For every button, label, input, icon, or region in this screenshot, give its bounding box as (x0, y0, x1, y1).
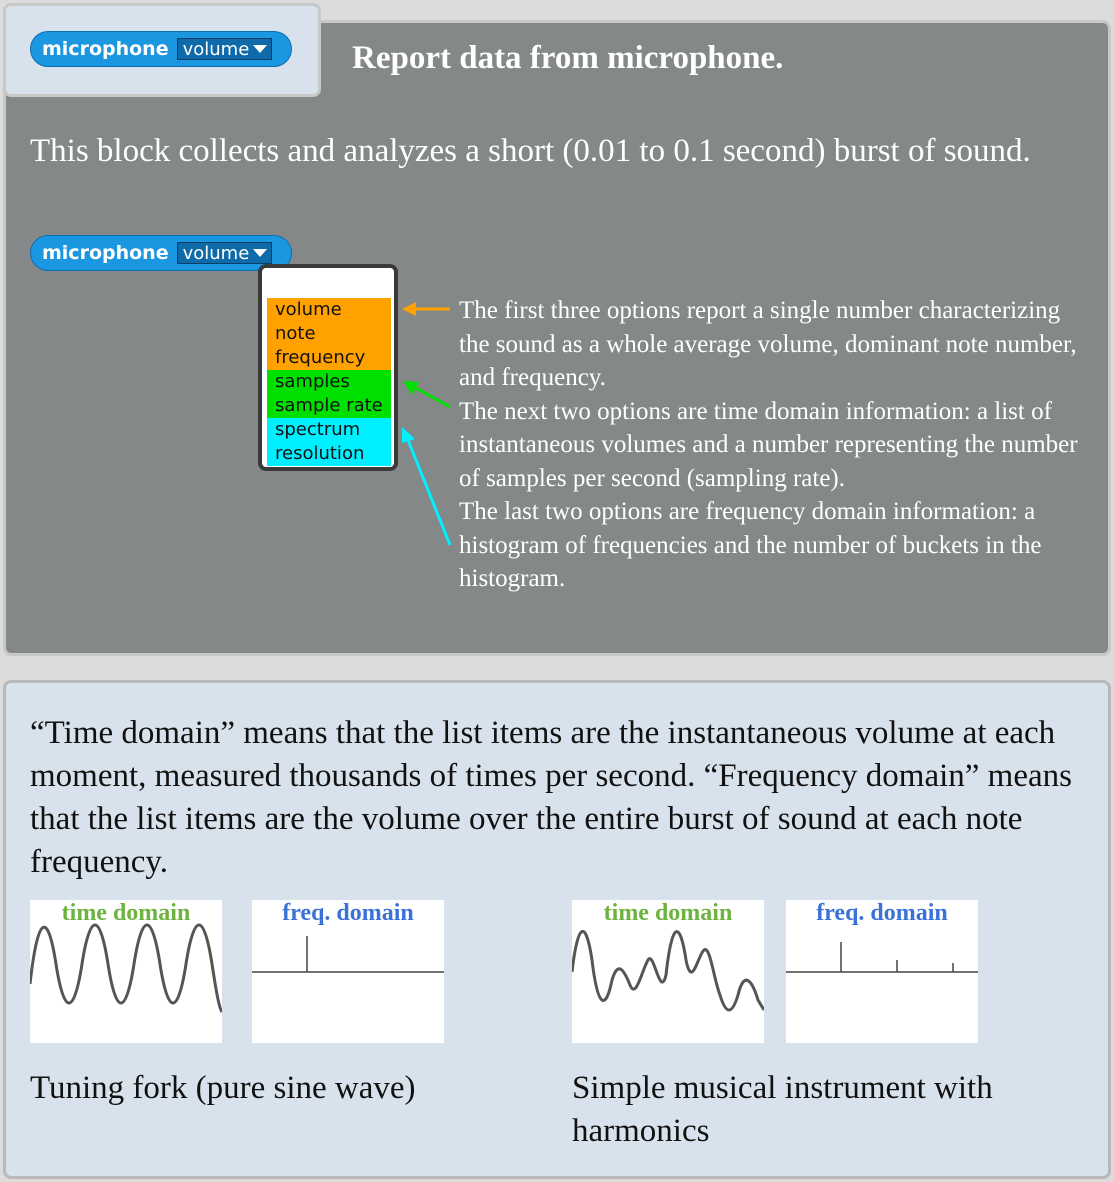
freq-domain-label: freq. domain (282, 900, 414, 926)
menu-item-spectrum[interactable]: spectrum (267, 418, 391, 442)
dropdown-value: volume (182, 242, 250, 264)
desc-second: The next two options are time domain information: a list of instantaneous volumes and a number representing the number of samples per second (sampling rate). (459, 397, 1078, 492)
desc-first: The first three options report a single number characterizing the sound as a whole average volume, dominant note number, and frequency. (459, 297, 1077, 391)
options-menu (258, 264, 398, 471)
intro-text: This block collects and analyzes a short (0.01 to 0.1 second) burst of sound. (30, 133, 1031, 169)
option-dropdown[interactable] (177, 242, 273, 264)
menu-item-frequency[interactable]: frequency (267, 346, 391, 370)
time-domain-label: time domain (61, 900, 191, 926)
dropdown-arrow-icon (253, 249, 267, 257)
caption-tuning-fork: Tuning fork (pure sine wave) (30, 1070, 416, 1106)
page-title: Report data from microphone. (352, 40, 784, 76)
orange-arrow-icon (402, 302, 450, 316)
time-domain-label: time domain (603, 900, 733, 926)
time-domain-graph-sine (30, 900, 222, 1043)
dropdown-value: volume (182, 38, 250, 60)
freq-domain-graph-harmonics (786, 900, 978, 1043)
freq-domain-label: freq. domain (816, 900, 948, 926)
menu-item-resolution[interactable]: resolution (267, 442, 391, 466)
block-label: microphone (42, 38, 169, 60)
microphone-block[interactable] (30, 31, 292, 67)
microphone-block-menu[interactable] (30, 235, 292, 271)
pointer-arrows (390, 290, 470, 560)
menu-item-note[interactable]: note (267, 322, 391, 346)
menu-item-sample-rate[interactable]: sample rate (267, 394, 391, 418)
menu-item-samples[interactable]: samples (267, 370, 391, 394)
options-description (459, 294, 1079, 596)
time-domain-graph-harmonics (572, 900, 764, 1043)
menu-item-volume[interactable]: volume (267, 298, 391, 322)
explanation-text: “Time domain” means that the list items are the instantaneous volume at each moment, measured thousands of times per second. “Frequency domain” means that the list items are the volume over the entire burst of sound at each note frequency. (30, 715, 1072, 880)
caption-instrument: Simple musical instrument with harmonics (572, 1070, 993, 1149)
cyan-arrow-icon (402, 427, 450, 545)
block-label: microphone (42, 242, 169, 264)
option-dropdown[interactable] (177, 38, 273, 60)
dropdown-arrow-icon (253, 45, 267, 53)
freq-domain-graph-sine (252, 900, 444, 1043)
desc-third: The last two options are frequency domain information: a histogram of frequencies and the number of buckets in the histogram. (459, 498, 1042, 592)
green-arrow-icon (403, 381, 450, 407)
